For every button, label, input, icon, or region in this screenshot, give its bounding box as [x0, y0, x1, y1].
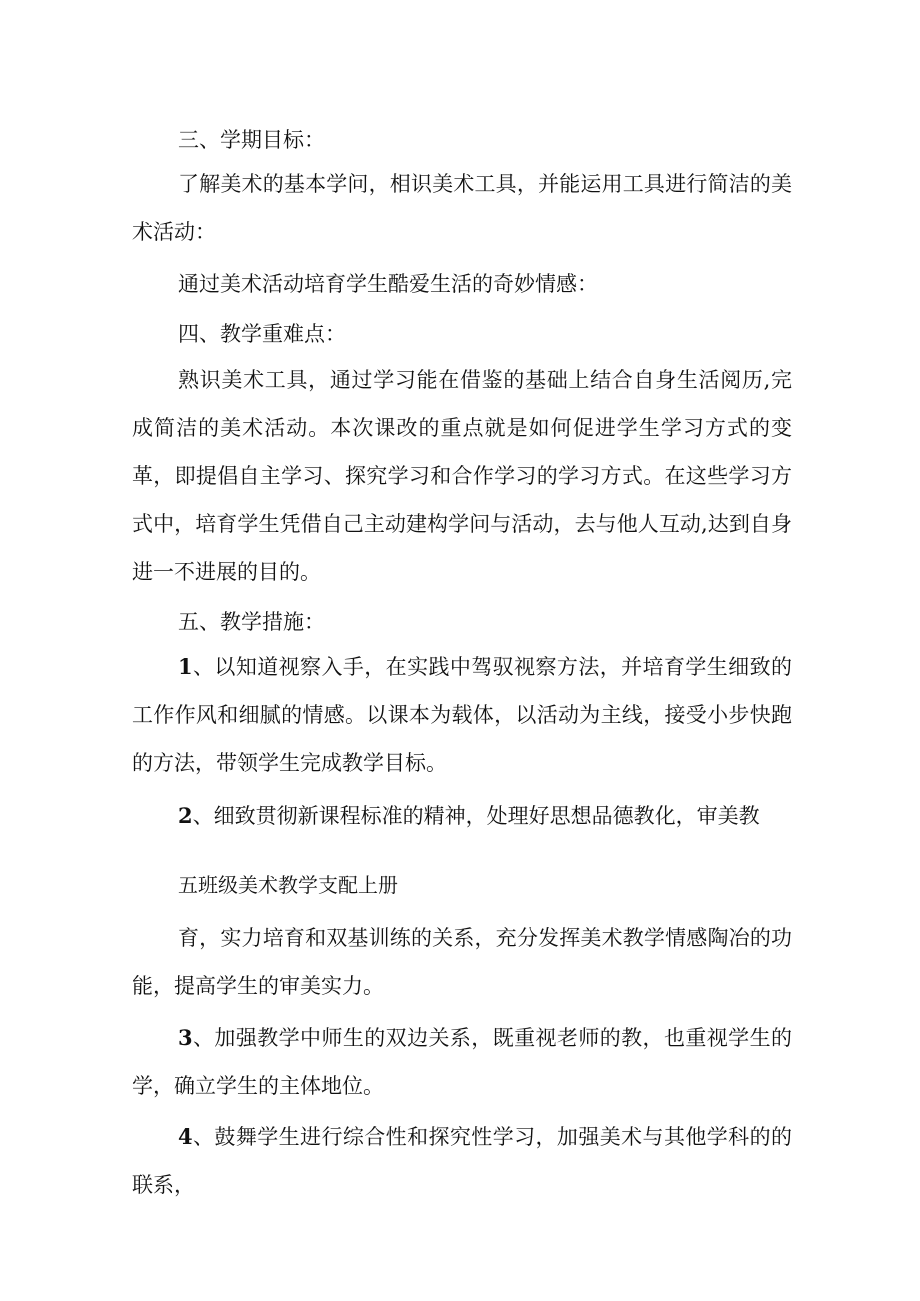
measure-item-1 — [132, 643, 792, 787]
measure-item-3 — [132, 1014, 792, 1110]
heading-text: 三、学期目标： — [178, 128, 325, 152]
list-item — [132, 1113, 792, 1209]
item-number: 3 — [178, 1025, 193, 1050]
section-heading-goals — [178, 116, 788, 164]
paragraph-text: 了解美术的基本学问，相识美术工具，并能运用工具进行简洁的美术活动： — [132, 172, 792, 244]
item-text: 、加强教学中师生的双边关系，既重视老师的教，也重视学生的学，确立学生的主体地位。 — [132, 1026, 792, 1098]
section-heading-measures — [178, 598, 788, 646]
difficulties-paragraph — [132, 356, 792, 596]
item-number: 1 — [178, 654, 193, 679]
goals-paragraph-2 — [132, 260, 792, 308]
paragraph-text: 通过美术活动培育学生酷爱生活的奇妙情感： — [178, 272, 598, 296]
goals-paragraph-1 — [132, 160, 792, 256]
item-text: 、鼓舞学生进行综合性和探究性学习，加强美术与其他学科的的联系， — [132, 1125, 792, 1197]
list-item — [132, 792, 792, 840]
list-item — [132, 643, 792, 787]
page-footer-title: 五班级美术教学支配上册 — [178, 873, 398, 897]
item-text: 、细致贯彻新课程标准的精神，处理好思想品德教化，审美教 — [192, 804, 760, 828]
measure-item-2a — [132, 792, 792, 840]
list-item — [132, 1014, 792, 1110]
paragraph-text: 育，实力培育和双基训练的关系，充分发挥美术教学情感陶冶的功能，提高学生的审美实力。 — [132, 926, 792, 998]
measure-item-4 — [132, 1113, 792, 1209]
item-number: 2 — [178, 803, 193, 828]
heading-text: 五、教学措施： — [178, 610, 325, 634]
heading-text: 四、教学重难点： — [178, 322, 346, 346]
item-number: 4 — [178, 1124, 193, 1149]
section-heading-difficulties — [178, 310, 788, 358]
item-text: 、以知道视察入手，在实践中驾驭视察方法，并培育学生细致的工作作风和细腻的情感。以课本为载体，以活动为主线，接受小步快跑的方法，带领学生完成教学目标。 — [132, 655, 792, 775]
paragraph-text: 熟识美术工具，通过学习能在借鉴的基础上结合自身生活阅历,完成简洁的美术活动。本次课改的重点就是如何促进学生学习方式的变革，即提倡自主学习、探究学习和合作学习的学习方式。在这些学习方式中，培育学生凭借自己主动建构学问与活动，去与他人互动,达到自身进一不进展的目的。 — [132, 368, 792, 584]
measure-item-2b — [132, 914, 792, 1010]
